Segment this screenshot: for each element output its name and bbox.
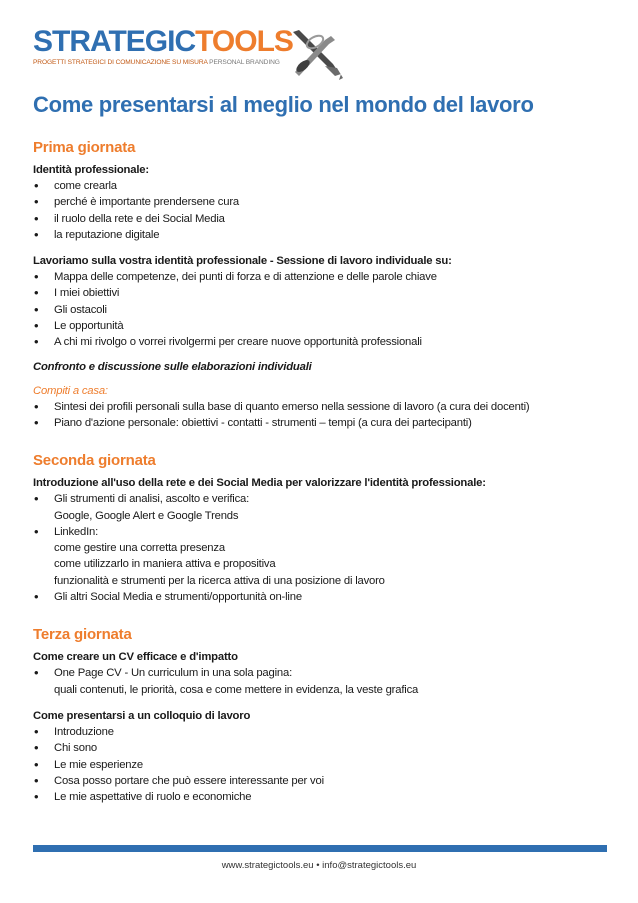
list-item-subline: funzionalità e strumenti per la ricerca attiva di una posizione di lavoro — [54, 574, 385, 587]
day1-subhead-identity: Identità professionale: — [33, 164, 149, 176]
list-item-subline: quali contenuti, le priorità, cosa e come mettere in evidenza, la veste grafica — [54, 683, 419, 696]
list-item — [33, 524, 628, 589]
list-item: • Le mie aspettative di ruolo e economiche — [33, 789, 628, 805]
logo — [33, 22, 333, 82]
list-item: • Chi sono — [33, 740, 628, 756]
page-title: Come presentarsi al meglio nel mondo del lavoro — [33, 92, 534, 117]
list-item: • come crearla — [33, 178, 628, 194]
list-item: • perché è importante prendersene cura — [33, 194, 628, 210]
list-item: • Le opportunità — [33, 318, 628, 334]
list-item-subline: come gestire una corretta presenza — [54, 542, 225, 555]
list-item: • Gli altri Social Media e strumenti/opportunità on-line — [33, 589, 628, 605]
list-item: • Cosa posso portare che può essere interessante per voi — [33, 773, 628, 789]
list-item: • I miei obiettivi — [33, 285, 628, 301]
day3-subhead-interview: Come presentarsi a un colloquio di lavoro — [33, 709, 251, 722]
list-item: • Gli ostacoli — [33, 302, 628, 318]
day2-list — [33, 491, 628, 605]
day1-note: Confronto e discussione sulle elaborazioni individuali — [33, 360, 312, 373]
list-item-subline: Google, Google Alert e Google Trends — [54, 509, 239, 522]
tools-icon — [285, 26, 347, 82]
tagline-main: PROGETTI STRATEGICI DI COMUNICAZIONE SU MISURA — [33, 59, 208, 66]
list-item: • A chi mi rivolgo o vorrei rivolgermi per creare nuove opportunità professionali — [33, 334, 628, 350]
list-item — [33, 491, 628, 524]
logo-tagline — [33, 59, 280, 66]
content — [33, 138, 628, 805]
day2-subhead: Introduzione all'uso della rete e dei Social Media per valorizzare l'identità professionale: — [33, 477, 486, 490]
list-item — [33, 665, 628, 698]
day1-list-session — [33, 269, 628, 350]
list-item: • la reputazione digitale — [33, 227, 628, 243]
list-item-subline: come utilizzarlo in maniera attiva e propositiva — [54, 558, 276, 571]
list-item-text: • One Page CV - Un curriculum in una sola pagina: — [54, 667, 293, 680]
day1-list-identity — [33, 178, 628, 243]
day2-title: Seconda giornata — [33, 452, 156, 470]
day1-title: Prima giornata — [33, 139, 136, 156]
day3-subhead-cv: Come creare un CV efficace e d'impatto — [33, 651, 238, 664]
day3-title: Terza giornata — [33, 626, 132, 644]
list-item: • Mappa delle competenze, dei punti di forza e di attenzione e delle parole chiave — [33, 269, 628, 285]
list-item: • il ruolo della rete e dei Social Media — [33, 211, 628, 227]
list-item-text: • LinkedIn: — [54, 525, 99, 538]
logo-tools: TOOLS — [195, 25, 293, 58]
list-item: • Piano d'azione personale: obiettivi - contatti - strumenti – tempi (a cura dei partecipanti) — [33, 415, 628, 431]
list-item: • Le mie esperienze — [33, 757, 628, 773]
list-item: • Sintesi dei profili personali sulla base di quanto emerso nella sessione di lavoro (a cura dei docenti) — [33, 399, 628, 415]
list-item: • Introduzione — [33, 724, 628, 740]
day1-list-homework — [33, 399, 628, 432]
day1-subhead-session: Lavoriamo sulla vostra identità professionale - Sessione di lavoro individuale su: — [33, 255, 452, 268]
logo-strategic: STRATEGIC — [33, 25, 196, 58]
tagline-personal-branding: PERSONAL BRANDING — [209, 59, 280, 66]
footer-bar — [33, 845, 607, 852]
day1-homework-title: Compiti a casa: — [33, 384, 108, 397]
list-item-text: • Gli strumenti di analisi, ascolto e verifica: — [54, 493, 250, 506]
day3-list-interview — [33, 724, 628, 805]
day3-list-cv — [33, 665, 628, 698]
footer-contacts: www.strategictools.eu • info@strategictools.eu — [221, 860, 417, 871]
logo-wordmark — [33, 26, 293, 58]
